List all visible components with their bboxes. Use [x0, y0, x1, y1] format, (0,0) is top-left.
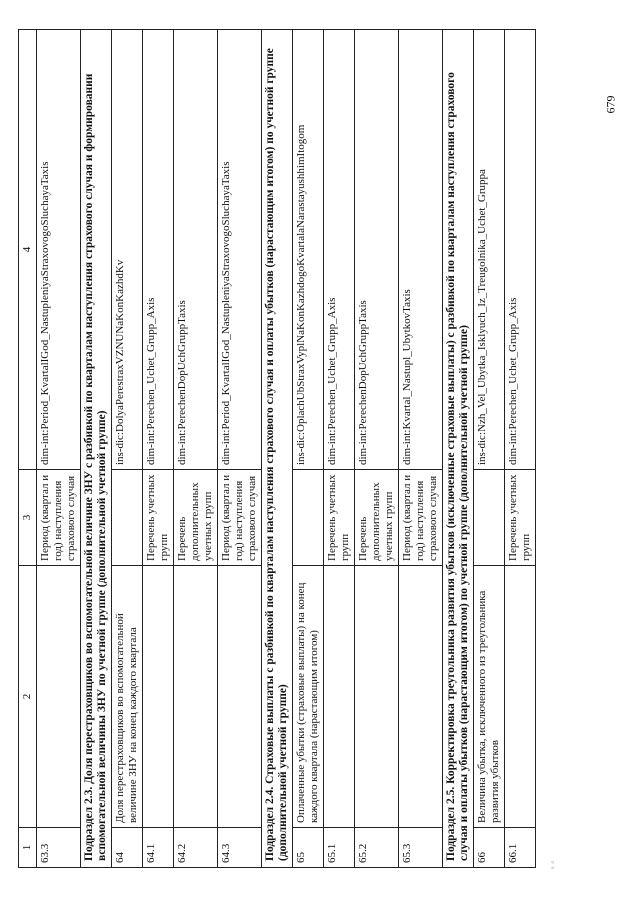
row-number-cell: 64.3 [218, 828, 262, 868]
row-number-cell: 65.1 [324, 828, 355, 868]
dimension-name-cell [293, 470, 324, 566]
table-row [355, 30, 399, 868]
indicator-name-cell [355, 566, 399, 828]
identifier-cell: dim-int:Perechen_Uchet_Grupp_Axis [324, 30, 355, 470]
table-row [293, 30, 324, 868]
table-body [19, 30, 536, 868]
identifier-cell: dim-int:Perechen_Uchet_Grupp_Axis [505, 30, 536, 470]
identifier-cell: ins-dic:Nzh_Vel_Ubytka_Isklyuch_Iz_Treugolnika_Uchet_Gruppa [474, 30, 505, 470]
table-row [174, 30, 218, 868]
rotated-table-container [10, 20, 575, 880]
indicator-name-cell [324, 566, 355, 828]
identifier-cell: dim-int:Period_KvartalIGod_NastupleniyaStraxovogoSluchayaTaxis [218, 30, 262, 470]
section-heading: Подраздел 2.4. Страховые выплаты с разбивкой по кварталам наступления страхового случая и оплаты убытков (нарастающим итогом) по учетной группе (дополнительной учетной группе) [262, 30, 293, 868]
row-number-cell: 64.2 [174, 828, 218, 868]
identifier-cell: dim-int:PerechenDopUchGruppTaxis [174, 30, 218, 470]
table-row [399, 30, 443, 868]
dimension-name-cell: Перечень учетных групп [143, 470, 174, 566]
dimension-name-cell: Перечень дополнительных учетных групп [174, 470, 218, 566]
row-number-cell: 65 [293, 828, 324, 868]
dimension-name-cell: Перечень учетных групп [324, 470, 355, 566]
indicator-name-cell [174, 566, 218, 828]
dimension-name-cell [474, 470, 505, 566]
margin-mark: ◦ ◦ [547, 860, 558, 870]
table-row [37, 30, 81, 868]
table-row [505, 30, 536, 868]
table-row [474, 30, 505, 868]
row-number-cell: 63.3 [37, 828, 81, 868]
section-heading-row [443, 30, 474, 868]
dimension-name-cell: Перечень учетных групп [505, 470, 536, 566]
indicator-name-cell: Величина убытка, исключенного из треугольника развития убытков [474, 566, 505, 828]
row-number-cell: 66.1 [505, 828, 536, 868]
header-row [19, 30, 37, 868]
data-table [18, 29, 536, 868]
row-number-cell: 64 [112, 828, 143, 868]
header-cell-4: 4 [19, 30, 37, 470]
dimension-name-cell: Период (квартал и год) наступления страхового случая [399, 470, 443, 566]
row-number-cell: 64.1 [143, 828, 174, 868]
dimension-name-cell: Период (квартал и год) наступления страхового случая [218, 470, 262, 566]
section-heading-row [262, 30, 293, 868]
row-number-cell: 65.3 [399, 828, 443, 868]
indicator-name-cell [37, 566, 81, 828]
dimension-name-cell: Перечень дополнительных учетных групп [355, 470, 399, 566]
identifier-cell: ins-dic:DolyaPerestraxVZNUNaKonKazhdKv [112, 30, 143, 470]
page-number: 679 [603, 95, 618, 114]
identifier-cell: ins-dic:OplachUbStraxVyplNaKonKazhdogoKvartalaNarastayushhimItogom [293, 30, 324, 470]
identifier-cell: dim-int:Period_KvartalIGod_NastupleniyaStraxovogoSluchayaTaxis [37, 30, 81, 470]
section-heading: Подраздел 2.3. Доля перестраховщиков во вспомогательной величине ЗНУ с разбивкой по кварталам наступления страхового случая и формировании вспомогательной величины ЗНУ по учетной группе (дополнительной учетной группе) [81, 30, 112, 868]
indicator-name-cell [143, 566, 174, 828]
indicator-name-cell [399, 566, 443, 828]
header-cell-3: 3 [19, 470, 37, 566]
row-number-cell: 66 [474, 828, 505, 868]
indicator-name-cell [218, 566, 262, 828]
identifier-cell: dim-int:PerechenDopUchGruppTaxis [355, 30, 399, 470]
identifier-cell: dim-int:Perechen_Uchet_Grupp_Axis [143, 30, 174, 470]
indicator-name-cell: Доля перестраховщиков во вспомогательной величине ЗНУ на конец каждого квартала [112, 566, 143, 828]
row-number-cell: 65.2 [355, 828, 399, 868]
header-cell-2: 2 [19, 566, 37, 828]
dimension-name-cell: Период (квартал и год) наступления страхового случая [37, 470, 81, 566]
header-cell-1: 1 [19, 828, 37, 868]
table-row [218, 30, 262, 868]
table-row [112, 30, 143, 868]
identifier-cell: dim-int:Kvartal_Nastupl_UbytkovTaxis [399, 30, 443, 470]
section-heading: Подраздел 2.5. Корректировка треугольника развития убытков (исключенные страховые выплаты) с разбивкой по кварталам наступления страхового случая и оплаты убытков (нарастающим итогом) по учетной группе (дополнительной учетной группе) [443, 30, 474, 868]
table-row [143, 30, 174, 868]
table-row [324, 30, 355, 868]
indicator-name-cell: Оплаченные убытки (страховые выплаты) на конец каждого квартала (нарастающим итогом) [293, 566, 324, 828]
dimension-name-cell [112, 470, 143, 566]
section-heading-row [81, 30, 112, 868]
indicator-name-cell [505, 566, 536, 828]
